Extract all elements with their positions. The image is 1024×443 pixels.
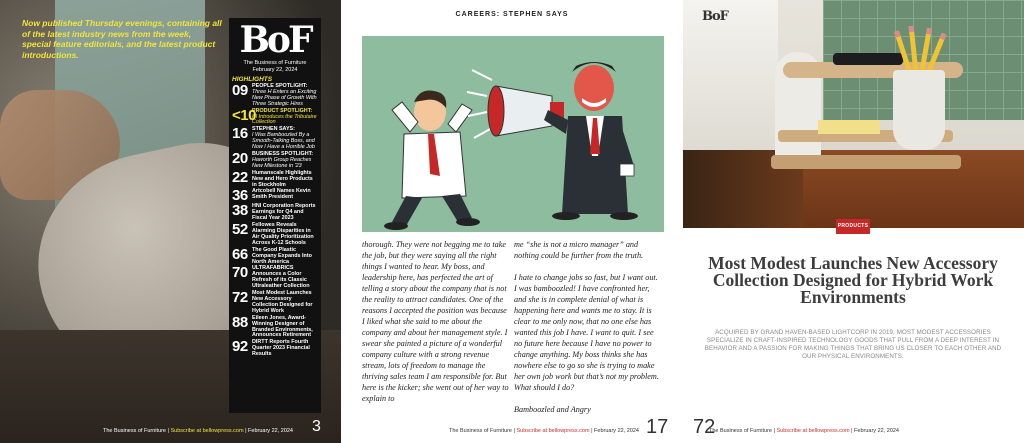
toc-entry-text <box>252 109 318 127</box>
toc-item[interactable] <box>232 84 318 108</box>
toc-entry-text <box>252 189 318 201</box>
article-footer: The Business of Furniture | Subscribe at bellowpress.com | February 22, 2024 <box>449 428 639 434</box>
toc-entry-description: Three H Enters an Exciting New Phase of Growth With Three Strategic Hires <box>252 88 317 107</box>
toc-page-number: 38 <box>232 202 248 220</box>
article-paragraph: me “she is not a micro manager” and nothing could be further from the truth. <box>514 240 644 260</box>
toc-entry-text <box>252 316 318 340</box>
toc-entry-text <box>252 291 318 315</box>
table-of-contents <box>229 18 321 413</box>
toc-entry-text <box>252 223 318 247</box>
subscribe-link[interactable]: Subscribe at bellowpress.com <box>776 428 850 434</box>
cover-page <box>0 0 341 443</box>
photo-magazine <box>683 0 778 150</box>
footer-date: February 22, 2024 <box>594 428 639 434</box>
toc-entry-title: Humanscale Highlights New and Hero Products in Stockholm <box>252 169 313 188</box>
photo-pencil-cup <box>893 70 945 150</box>
toc-entry-description: I Was Bamboozled By a Smooth-Talking Boss, and Now I Have a Horrible Job <box>252 132 315 151</box>
toc-entry-text <box>252 266 318 290</box>
toc-page-number: 36 <box>232 187 248 205</box>
toc-item[interactable] <box>232 223 318 247</box>
toc-page-number: 70 <box>232 264 248 282</box>
bof-logo: BoF <box>702 9 728 24</box>
toc-entry-title: HNI Corporation Reports Earnings for Q4 and Fiscal Year 2023 <box>252 203 316 222</box>
toc-entry-title: BUSINESS SPOTLIGHT: <box>252 150 314 157</box>
toc-item[interactable] <box>232 168 318 189</box>
toc-entry-description: KI Introduces the Tributaire Collection <box>252 113 317 126</box>
toc-page-number: 22 <box>232 168 248 186</box>
toc-page-number: 52 <box>232 221 248 239</box>
toc-page-number: 20 <box>232 149 248 167</box>
toc-entry-title: Fellowes Reveals Alarming Disparities in Air Quality Prioritization Across K-12 Schools <box>252 222 314 246</box>
article-signoff: Bamboozled and Angry <box>514 405 591 414</box>
toc-page-number: 09 <box>232 82 248 99</box>
product-article-dek: ACQUIRED BY GRAND HAVEN-BASED LIGHTCORP IN 2019, MOST MODEST ACCESSORIES SPECIALIZE IN CRAFT-INSPIRED TECHNOLOGY GOODS THAT PULL FROM A DEEP INTEREST IN BEHAVIOR AND A PASSION FOR MAKING THINGS THAT BRING US CLOSER TO EACH OTHER AND OUR PHYSICAL ENVIRONMENTS. <box>704 329 1002 360</box>
toc-item[interactable] <box>232 189 318 203</box>
toc-entry-title: PEOPLE SPOTLIGHT: <box>252 83 308 89</box>
subscribe-link[interactable]: Subscribe at bellowpress.com <box>516 428 590 434</box>
toc-item[interactable] <box>232 245 318 266</box>
toc-page-number: 66 <box>232 245 248 263</box>
footer-publication: The Business of Furniture <box>449 428 512 434</box>
page-number: 3 <box>312 418 321 435</box>
toc-page-number: 88 <box>232 313 248 331</box>
article-page <box>341 0 683 443</box>
toc-entry-title: Most Modest Launches New Accessory Collection Designed for Hybrid Work <box>252 290 313 314</box>
toc-entry-text <box>252 152 318 170</box>
toc-item[interactable] <box>232 127 318 151</box>
toc-item[interactable] <box>232 149 318 170</box>
toc-entry-title: STEPHEN SAYS: <box>252 126 295 133</box>
article-paragraph: I hate to change jobs so fast, but I want out. I was bamboozled! I have confronted her, and she is in complete denial of what is happening here and wants me to stay. It is clear to me only now, that no one else has wanted this job I have. I want to quit. I see no future here because I have no power to change anything. My boss thinks she has nowhere else to go so she is trying to make her own job work but that’s not my problem. What should I do? <box>514 273 659 392</box>
page-number: 72 <box>693 416 716 438</box>
product-article-title: Most Modest Launches New Accessory Collection Designed for Hybrid Work Environments <box>708 253 998 307</box>
subscribe-link[interactable]: Subscribe at bellowpress.com <box>170 428 244 434</box>
toc-entry-text <box>252 127 318 151</box>
footer-publication: The Business of Furniture <box>709 428 772 434</box>
cover-headline: Now published Thursday evenings, containing all of the latest industry news from the week, special feature editorials, and the latest product introductions. <box>22 18 222 60</box>
cover-footer: The Business of Furniture | Subscribe at bellowpress.com | February 22, 2024 <box>103 428 293 434</box>
toc-entry-text <box>252 84 318 108</box>
page-number: 17 <box>646 416 669 438</box>
bof-logo: BoF <box>239 19 311 61</box>
product-photo <box>683 0 1024 228</box>
toc-entry-text <box>252 204 318 222</box>
article-column-1 <box>362 239 510 404</box>
toc-item[interactable] <box>232 340 318 358</box>
footer-publication: The Business of Furniture <box>103 428 166 434</box>
photo-sticky-notes <box>818 120 880 134</box>
toc-entry-title: The Good Plastic Company Expands Into North America <box>252 246 312 265</box>
toc-entry-title: Eileen Jones, Award-Winning Designer of Branded Environments, Announces Retirement <box>252 314 313 339</box>
toc-entry-title: PRODUCT SPOTLIGHT: <box>252 107 313 114</box>
toc-entry-title: ULTRAFABRICS Announces a Color Refresh of its Classic Ultraleather Collection <box>252 265 310 290</box>
toc-item[interactable] <box>232 291 318 315</box>
toc-page-number: <10 <box>232 106 256 124</box>
footer-date: February 22, 2024 <box>248 428 293 434</box>
article-paragraph: thorough. They were not begging me to take the job, but they were saying all the right things I wanted to hear. My boss, and leadership here, has perfected the art of telling a story about the company that is not the reality to attract candidates. One of the reasons I accepted the position was because I liked what she said to me about the company and about her management style. I swear she painted a picture of a wonderful company culture with a strong revenue stream, lots of freedom to manage the thriving sales team I am responsible for. But here is the kicker; she went out of her way to explain to <box>362 240 509 403</box>
argument-illustration <box>362 36 664 232</box>
toc-page-number: 16 <box>232 125 248 143</box>
photo-phone <box>833 53 903 65</box>
products-footer: The Business of Furniture | Subscribe at bellowpress.com | February 22, 2024 <box>709 428 899 434</box>
toc-item[interactable] <box>232 313 318 340</box>
toc-entry-title: DIRTT Reports Fourth Quarter 2023 Financial Results <box>252 339 310 358</box>
toc-item[interactable] <box>232 266 318 290</box>
products-page <box>683 0 1024 443</box>
toc-entry-text <box>252 248 318 266</box>
toc-entry-text <box>252 340 318 358</box>
toc-item[interactable] <box>232 106 318 127</box>
toc-page-number: 92 <box>232 338 248 356</box>
toc-list <box>232 84 318 358</box>
toc-page-number: 72 <box>232 289 248 307</box>
issue-date: February 22, 2024 <box>252 67 298 73</box>
toc-entry-description: Haworth Group Reaches New Milestone in '23 <box>252 156 312 169</box>
photo-organizer-base <box>771 155 961 169</box>
toc-item[interactable] <box>232 204 318 222</box>
toc-entry-text <box>252 171 318 189</box>
products-badge: PRODUCTS <box>836 219 870 234</box>
footer-date: February 22, 2024 <box>854 428 899 434</box>
article-column-2 <box>514 239 662 415</box>
highlights-heading: HIGHLIGHTS <box>232 76 273 83</box>
logo-subtitle: The Business of Furniture <box>243 60 307 66</box>
toc-entry-title: Artcobell Names Kevin Smith President <box>252 188 311 201</box>
section-title: CAREERS: STEPHEN SAYS <box>455 11 569 18</box>
